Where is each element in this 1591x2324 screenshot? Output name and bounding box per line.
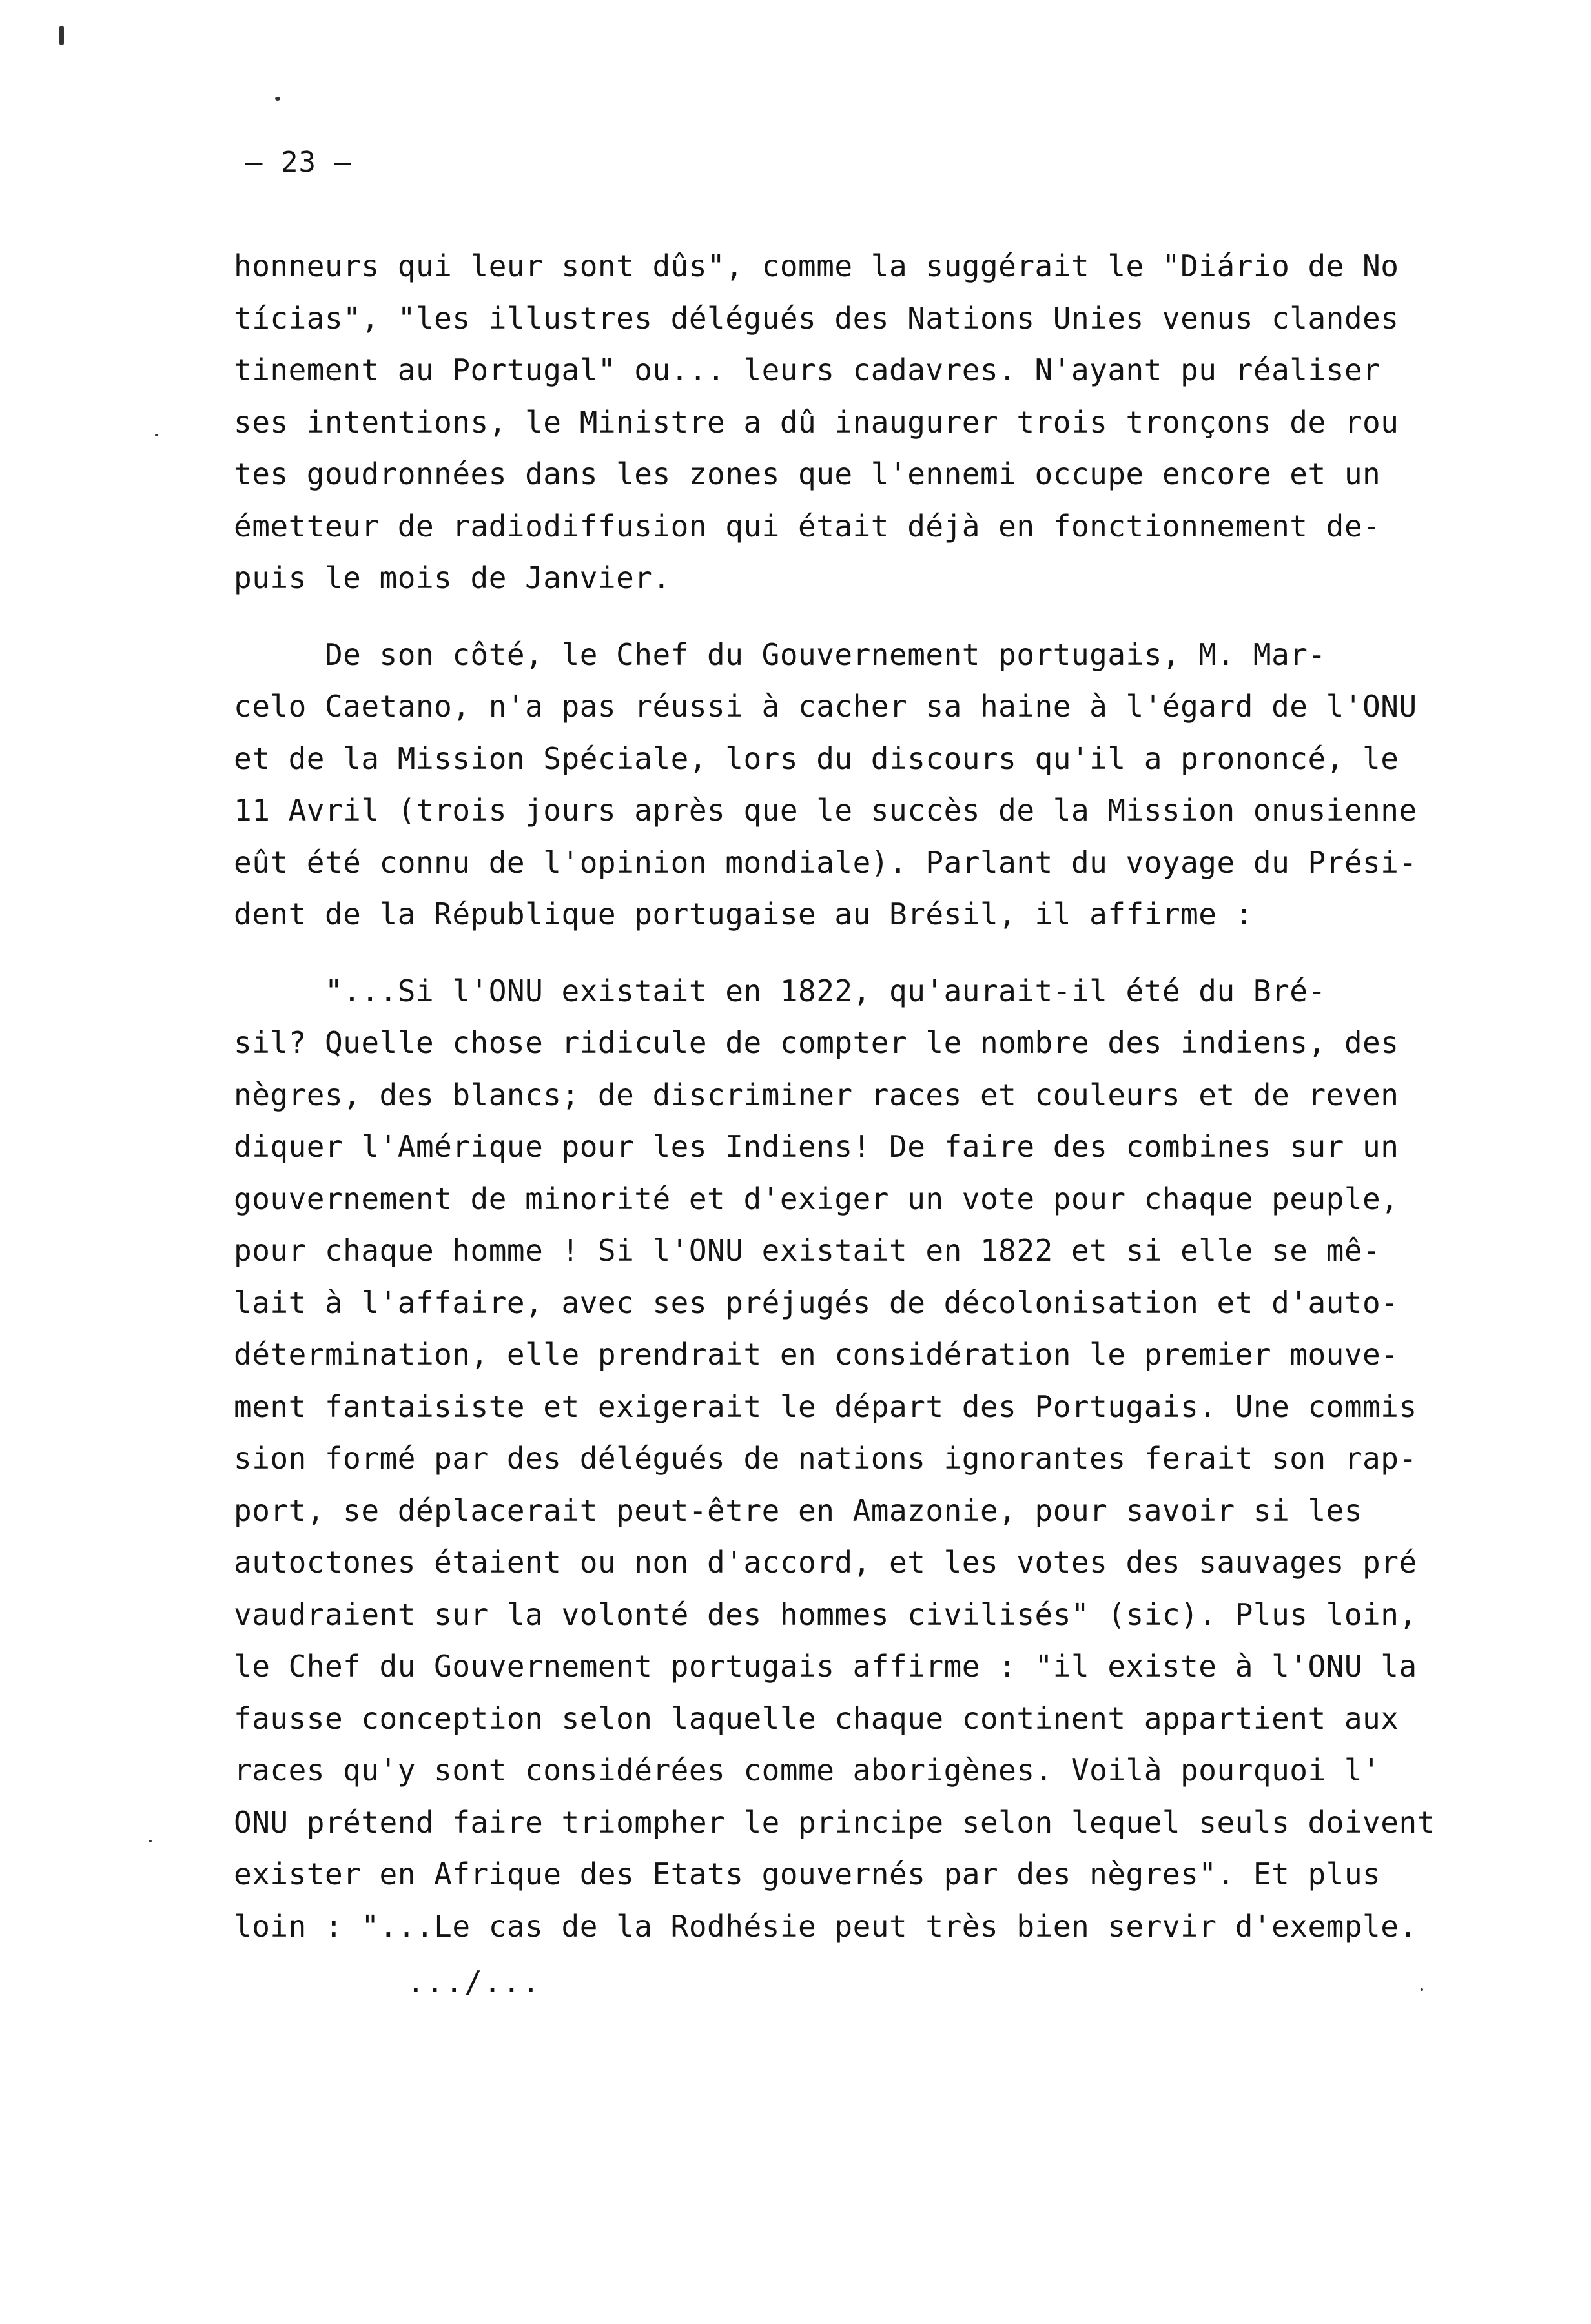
scan-speck xyxy=(59,26,64,45)
text-line: le Chef du Gouvernement portugais affirme : "il existe à l'ONU la xyxy=(234,1649,1417,1684)
text-line: exister en Afrique des Etats gouvernés par des nègres". Et plus xyxy=(234,1857,1381,1891)
text-line: 11 Avril (trois jours après que le succès de la Mission onusienne xyxy=(234,793,1417,828)
scan-speck xyxy=(1421,1988,1423,1991)
text-line: "...Si l'ONU existait en 1822, qu'aurait-il été du Bré- xyxy=(234,973,1326,1008)
text-line: eût été connu de l'opinion mondiale). Parlant du voyage du Prési- xyxy=(234,844,1417,880)
text-line: fausse conception selon laquelle chaque continent appartient aux xyxy=(234,1700,1399,1736)
text-line: ses intentions, le Ministre a dû inaugurer trois tronçons de rou xyxy=(234,404,1399,440)
text-line: et de la Mission Spéciale, lors du discours qu'il a prononcé, le xyxy=(234,740,1399,776)
scan-speck xyxy=(149,1840,152,1842)
body-text xyxy=(234,240,1499,1952)
text-line: tes goudronnées dans les zones que l'ennemi occupe encore et un xyxy=(234,456,1381,491)
text-line: diquer l'Amérique pour les Indiens! De faire des combines sur un xyxy=(234,1129,1399,1164)
paragraph xyxy=(234,965,1499,1953)
text-line: races qu'y sont considérées comme aborigènes. Voilà pourquoi l' xyxy=(234,1753,1381,1788)
paragraph xyxy=(234,240,1499,604)
text-line: lait à l'affaire, avec ses préjugés de décolonisation et d'auto- xyxy=(234,1285,1399,1320)
text-line: ONU prétend faire triompher le principe selon lequel seuls doivent xyxy=(234,1804,1435,1840)
text-line: celo Caetano, n'a pas réussi à cacher sa haine à l'égard de l'ONU xyxy=(234,689,1417,724)
text-line: tícias", "les illustres délégués des Nations Unies venus clandes xyxy=(234,300,1399,336)
text-line: pour chaque homme ! Si l'ONU existait en 1822 et si elle se mê- xyxy=(234,1233,1381,1268)
text-line: sion formé par des délégués de nations ignorantes ferait son rap- xyxy=(234,1441,1417,1476)
scan-speck xyxy=(275,97,280,101)
text-line: De son côté, le Chef du Gouvernement portugais, M. Mar- xyxy=(234,637,1326,672)
text-line: autoctones étaient ou non d'accord, et les votes des sauvages pré xyxy=(234,1545,1417,1580)
text-line: puis le mois de Janvier. xyxy=(234,560,671,595)
text-line: nègres, des blancs; de discriminer races et couleurs et de reven xyxy=(234,1077,1399,1112)
text-line: émetteur de radiodiffusion qui était déjà en fonctionnement de- xyxy=(234,508,1381,544)
scan-speck xyxy=(155,434,158,436)
text-line: sil? Quelle chose ridicule de compter le nombre des indiens, des xyxy=(234,1025,1399,1060)
page-number: — 23 — xyxy=(245,146,352,179)
text-line: tinement au Portugal" ou... leurs cadavres. N'ayant pu réaliser xyxy=(234,352,1381,387)
text-line: honneurs qui leur sont dûs", comme la suggérait le "Diário de No xyxy=(234,249,1399,283)
continuation-mark: .../... xyxy=(407,1964,541,1999)
text-line: dent de la République portugaise au Brésil, il affirme : xyxy=(234,897,1253,932)
text-line: loin : "...Le cas de la Rodhésie peut très bien servir d'exemple. xyxy=(234,1908,1417,1944)
text-line: vaudraient sur la volonté des hommes civilisés" (sic). Plus loin, xyxy=(234,1596,1417,1632)
paragraph xyxy=(234,629,1499,941)
text-line: détermination, elle prendrait en considération le premier mouve- xyxy=(234,1337,1399,1372)
text-line: port, se déplacerait peut-être en Amazonie, pour savoir si les xyxy=(234,1493,1363,1528)
text-line: gouvernement de minorité et d'exiger un vote pour chaque peuple, xyxy=(234,1181,1399,1216)
text-line: ment fantaisiste et exigerait le départ des Portugais. Une commis xyxy=(234,1389,1417,1424)
